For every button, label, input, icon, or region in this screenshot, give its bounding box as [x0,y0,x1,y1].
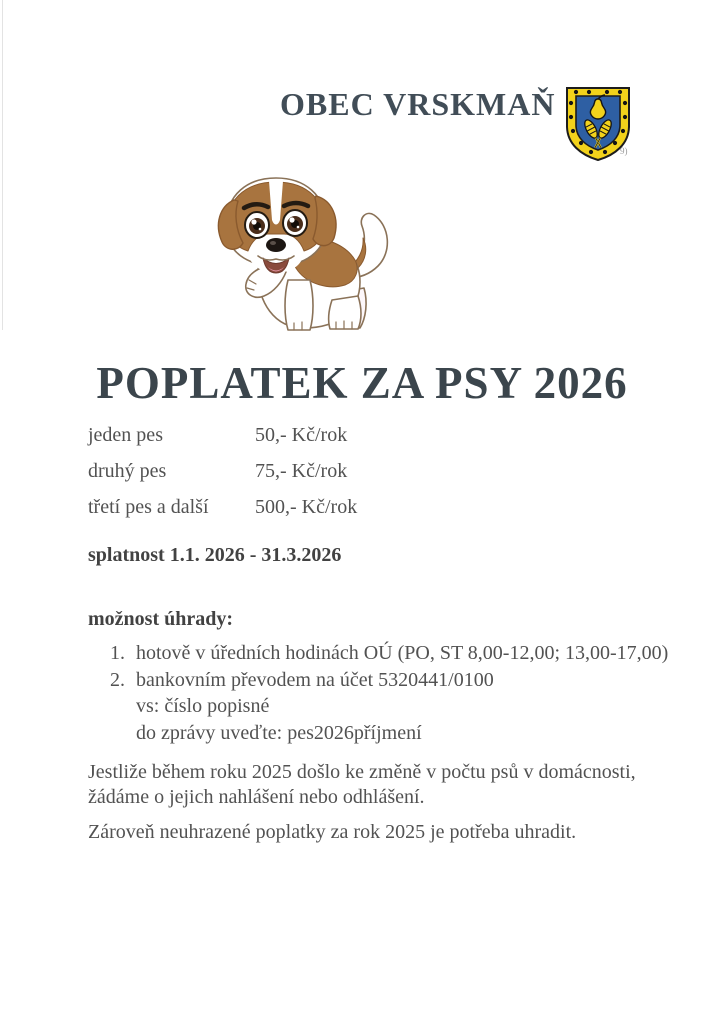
list-number: 1. [110,642,125,664]
list-text: bankovním převodem na účet 5320441/0100 [136,668,494,691]
note-paragraph: Jestliže během roku 2025 došlo ke změně v počtu psů v domácnosti, žádáme o jejich nahlášení nebo odhlášení. [88,761,636,808]
due-date-line: splatnost 1.1. 2026 - 31.3.2026 [88,544,342,566]
page-title: POPLATEK ZA PSY 2026 [96,358,628,408]
payment-options-heading: možnost úhrady: [88,608,234,630]
fee-value: 500,- Kč/rok [255,496,358,518]
fee-table [88,424,357,532]
scan-artifact-line [2,0,3,330]
fee-row [88,424,357,447]
list-item [110,640,668,667]
fee-row [88,496,357,519]
fee-value: 75,- Kč/rok [255,460,348,482]
note-paragraph: Zároveň neuhrazené poplatky za rok 2025 je potřeba uhradit. [88,821,577,843]
payment-options-list [110,640,668,746]
fee-label: druhý pes [88,460,167,482]
fee-label: třetí pes a další [88,496,209,518]
list-number: 2. [110,668,125,691]
fee-value: 50,- Kč/rok [255,424,348,446]
emblem-footnote-mark: 9) [620,146,628,156]
list-subline: vs: číslo popisné [136,695,270,717]
puppy-illustration-icon [196,168,406,344]
list-item [110,667,668,694]
list-subline: do zprávy uveďte: pes2026příjmení [136,721,422,744]
municipality-name: OBEC VRSKMAŇ [280,86,556,122]
list-text: hotově v úředních hodinách OÚ (PO, ST 8,00-12,00; 13,00-17,00) [136,642,669,664]
fee-row [88,460,357,483]
fee-label: jeden pes [88,424,163,446]
